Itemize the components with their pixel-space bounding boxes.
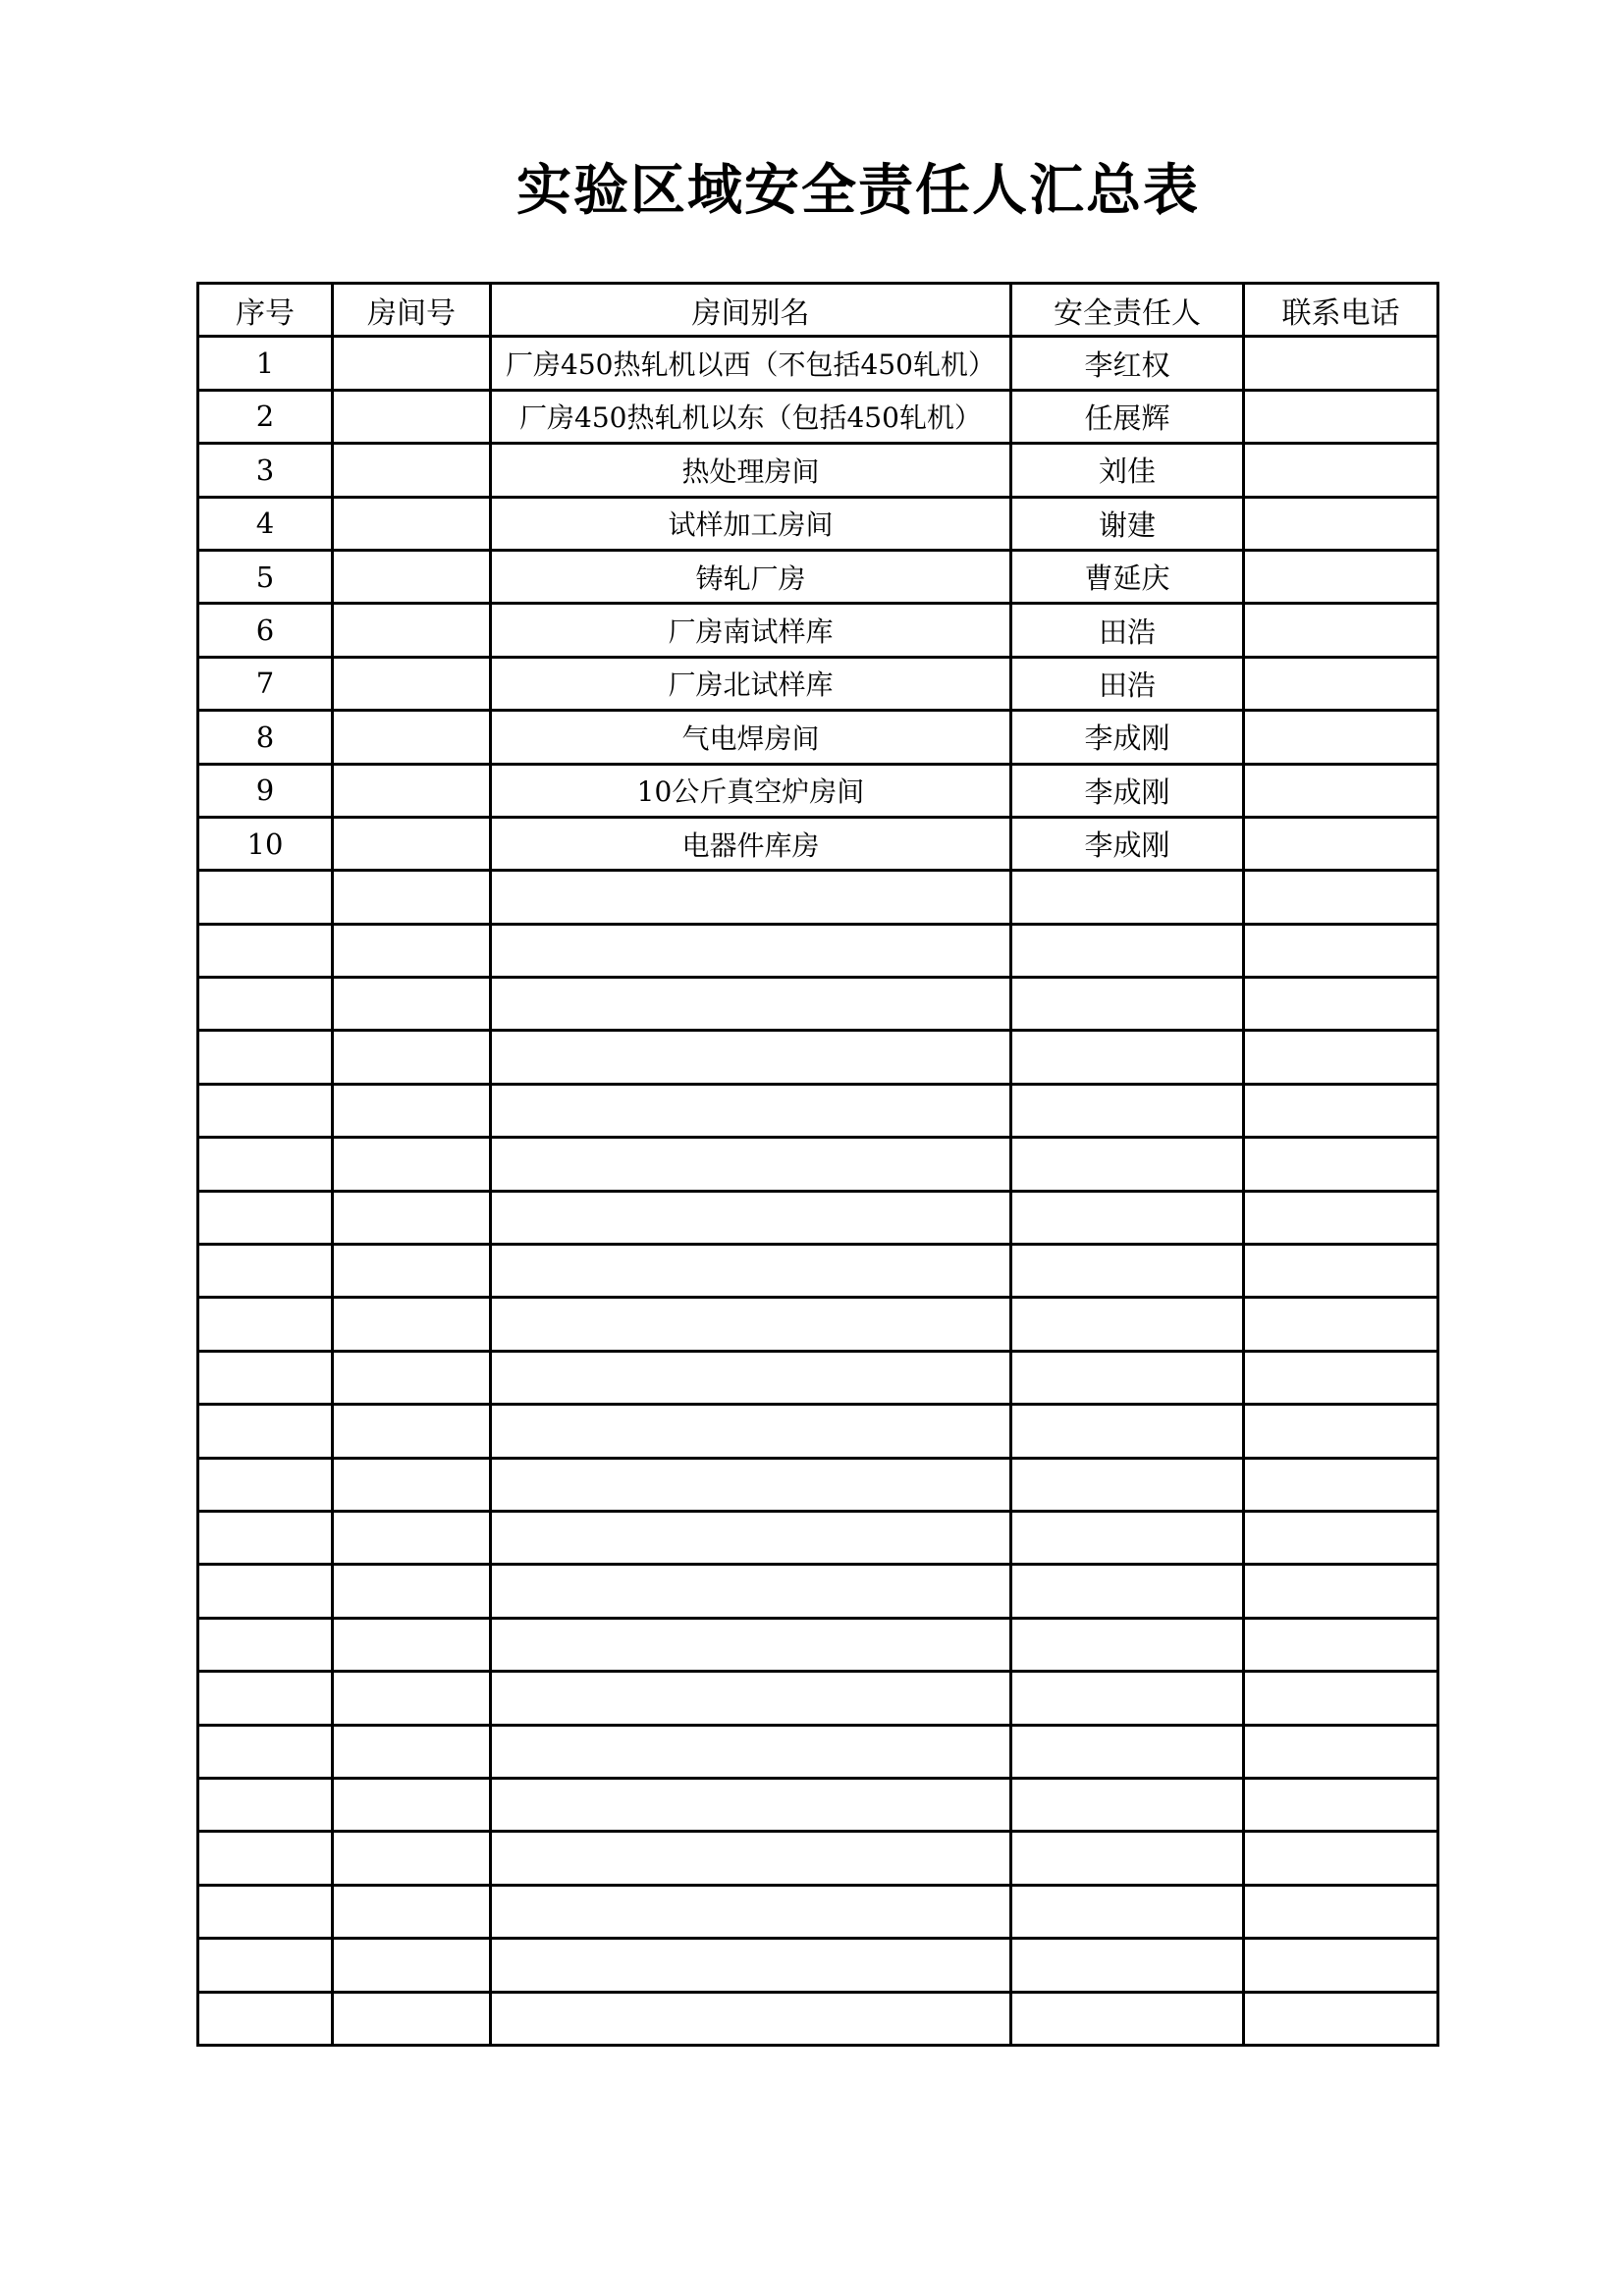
cell-index: 5 — [198, 550, 333, 603]
cell-room-number — [333, 497, 491, 550]
page-title: 实验区域安全责任人汇总表 — [516, 159, 1200, 223]
cell-safety-person — [1011, 1031, 1244, 1084]
cell-room-number — [333, 1245, 491, 1298]
cell-phone — [1244, 871, 1438, 924]
cell-index — [198, 1031, 333, 1084]
cell-room-alias — [491, 1191, 1011, 1244]
header-safety-person: 安全责任人 — [1011, 284, 1244, 337]
table-header-row — [198, 284, 1438, 337]
cell-phone — [1244, 1031, 1438, 1084]
cell-room-alias: 厂房南试样库 — [491, 604, 1011, 657]
cell-room-number — [333, 1031, 491, 1084]
cell-room-alias — [491, 871, 1011, 924]
cell-phone — [1244, 1832, 1438, 1885]
cell-room-number — [333, 1992, 491, 2045]
empty-table-row — [198, 1725, 1438, 1778]
cell-index — [198, 1939, 333, 1992]
empty-table-row — [198, 924, 1438, 977]
table-row — [198, 390, 1438, 443]
empty-table-row — [198, 1298, 1438, 1351]
cell-index — [198, 1245, 333, 1298]
cell-safety-person: 李红权 — [1011, 337, 1244, 390]
cell-phone — [1244, 1618, 1438, 1671]
cell-index — [198, 871, 333, 924]
cell-phone — [1244, 1138, 1438, 1191]
cell-phone — [1244, 1298, 1438, 1351]
cell-index: 3 — [198, 444, 333, 497]
cell-room-alias: 厂房北试样库 — [491, 657, 1011, 710]
cell-index — [198, 978, 333, 1031]
cell-room-number — [333, 1565, 491, 1618]
cell-index — [198, 924, 333, 977]
cell-room-number — [333, 337, 491, 390]
cell-index: 4 — [198, 497, 333, 550]
cell-safety-person — [1011, 1672, 1244, 1725]
table-row — [198, 444, 1438, 497]
cell-index — [198, 1832, 333, 1885]
cell-phone — [1244, 924, 1438, 977]
cell-phone — [1244, 817, 1438, 870]
table-row — [198, 604, 1438, 657]
cell-index — [198, 1565, 333, 1618]
cell-room-number — [333, 764, 491, 817]
table-row — [198, 711, 1438, 764]
empty-table-row — [198, 978, 1438, 1031]
cell-room-alias — [491, 1565, 1011, 1618]
cell-room-alias: 气电焊房间 — [491, 711, 1011, 764]
table-row — [198, 497, 1438, 550]
table-row — [198, 657, 1438, 710]
cell-room-alias — [491, 1138, 1011, 1191]
empty-table-row — [198, 1832, 1438, 1885]
cell-phone — [1244, 1939, 1438, 1992]
cell-safety-person — [1011, 871, 1244, 924]
cell-room-number — [333, 978, 491, 1031]
empty-table-row — [198, 1351, 1438, 1404]
empty-table-row — [198, 1031, 1438, 1084]
cell-safety-person: 刘佳 — [1011, 444, 1244, 497]
cell-index: 2 — [198, 390, 333, 443]
cell-room-number — [333, 1885, 491, 1938]
cell-room-number — [333, 817, 491, 870]
cell-room-alias — [491, 1298, 1011, 1351]
cell-room-alias — [491, 1725, 1011, 1778]
cell-index — [198, 1885, 333, 1938]
table-row — [198, 817, 1438, 870]
empty-table-row — [198, 1245, 1438, 1298]
table-row — [198, 550, 1438, 603]
cell-phone — [1244, 1245, 1438, 1298]
cell-room-number — [333, 1832, 491, 1885]
cell-room-alias: 试样加工房间 — [491, 497, 1011, 550]
cell-phone — [1244, 711, 1438, 764]
cell-safety-person: 田浩 — [1011, 604, 1244, 657]
cell-phone — [1244, 1458, 1438, 1511]
cell-phone — [1244, 764, 1438, 817]
cell-phone — [1244, 1405, 1438, 1458]
cell-room-alias — [491, 1031, 1011, 1084]
cell-phone — [1244, 978, 1438, 1031]
cell-phone — [1244, 1084, 1438, 1137]
cell-room-alias — [491, 1511, 1011, 1564]
cell-safety-person — [1011, 1618, 1244, 1671]
cell-room-alias: 厂房450热轧机以东（包括450轧机） — [491, 390, 1011, 443]
cell-index: 9 — [198, 764, 333, 817]
cell-safety-person — [1011, 1939, 1244, 1992]
cell-safety-person: 曹延庆 — [1011, 550, 1244, 603]
cell-room-number — [333, 1138, 491, 1191]
table-body — [198, 337, 1438, 2046]
cell-room-number — [333, 1778, 491, 1831]
cell-index — [198, 1298, 333, 1351]
cell-phone — [1244, 1511, 1438, 1564]
cell-safety-person: 李成刚 — [1011, 764, 1244, 817]
safety-summary-table — [196, 282, 1439, 2047]
empty-table-row — [198, 1939, 1438, 1992]
cell-phone — [1244, 444, 1438, 497]
cell-room-alias — [491, 1939, 1011, 1992]
cell-room-number — [333, 1939, 491, 1992]
cell-room-number — [333, 1672, 491, 1725]
cell-room-number — [333, 444, 491, 497]
cell-room-alias — [491, 1458, 1011, 1511]
empty-table-row — [198, 1138, 1438, 1191]
cell-room-alias — [491, 1672, 1011, 1725]
cell-safety-person: 谢建 — [1011, 497, 1244, 550]
cell-index — [198, 1778, 333, 1831]
cell-safety-person — [1011, 1138, 1244, 1191]
empty-table-row — [198, 1458, 1438, 1511]
cell-safety-person — [1011, 1885, 1244, 1938]
cell-phone — [1244, 1672, 1438, 1725]
cell-index: 7 — [198, 657, 333, 710]
empty-table-row — [198, 1778, 1438, 1831]
cell-room-alias — [491, 1832, 1011, 1885]
cell-safety-person — [1011, 1351, 1244, 1404]
cell-room-number — [333, 390, 491, 443]
cell-phone — [1244, 1565, 1438, 1618]
empty-table-row — [198, 871, 1438, 924]
cell-phone — [1244, 550, 1438, 603]
header-phone: 联系电话 — [1244, 284, 1438, 337]
empty-table-row — [198, 1511, 1438, 1564]
cell-index — [198, 1351, 333, 1404]
empty-table-row — [198, 1885, 1438, 1938]
cell-safety-person — [1011, 1832, 1244, 1885]
cell-phone — [1244, 1351, 1438, 1404]
header-room-number: 房间号 — [333, 284, 491, 337]
cell-index — [198, 1138, 333, 1191]
cell-index — [198, 1672, 333, 1725]
cell-room-alias — [491, 1885, 1011, 1938]
cell-room-alias — [491, 1351, 1011, 1404]
cell-phone — [1244, 497, 1438, 550]
cell-safety-person — [1011, 1458, 1244, 1511]
cell-phone — [1244, 657, 1438, 710]
cell-room-alias — [491, 1405, 1011, 1458]
cell-index: 10 — [198, 817, 333, 870]
cell-safety-person — [1011, 1405, 1244, 1458]
cell-safety-person — [1011, 1084, 1244, 1137]
cell-room-alias — [491, 1084, 1011, 1137]
cell-safety-person — [1011, 1565, 1244, 1618]
empty-table-row — [198, 1084, 1438, 1137]
cell-safety-person: 李成刚 — [1011, 817, 1244, 870]
cell-room-number — [333, 711, 491, 764]
cell-phone — [1244, 1725, 1438, 1778]
cell-room-alias — [491, 924, 1011, 977]
cell-index — [198, 1084, 333, 1137]
cell-room-number — [333, 1725, 491, 1778]
cell-index — [198, 1725, 333, 1778]
cell-room-number — [333, 871, 491, 924]
cell-safety-person: 李成刚 — [1011, 711, 1244, 764]
cell-room-number — [333, 1298, 491, 1351]
cell-room-number — [333, 1084, 491, 1137]
cell-safety-person — [1011, 1778, 1244, 1831]
cell-room-number — [333, 657, 491, 710]
cell-phone — [1244, 1778, 1438, 1831]
cell-phone — [1244, 604, 1438, 657]
cell-index — [198, 1191, 333, 1244]
table-row — [198, 337, 1438, 390]
cell-safety-person — [1011, 1245, 1244, 1298]
cell-room-alias: 10公斤真空炉房间 — [491, 764, 1011, 817]
cell-index: 6 — [198, 604, 333, 657]
cell-room-alias — [491, 1992, 1011, 2045]
cell-index — [198, 1405, 333, 1458]
cell-safety-person — [1011, 1725, 1244, 1778]
cell-phone — [1244, 1191, 1438, 1244]
cell-room-alias: 热处理房间 — [491, 444, 1011, 497]
cell-safety-person — [1011, 1191, 1244, 1244]
cell-index — [198, 1458, 333, 1511]
cell-index: 8 — [198, 711, 333, 764]
empty-table-row — [198, 1191, 1438, 1244]
cell-room-number — [333, 924, 491, 977]
cell-room-number — [333, 1351, 491, 1404]
cell-safety-person — [1011, 978, 1244, 1031]
cell-room-number — [333, 1405, 491, 1458]
cell-phone — [1244, 1885, 1438, 1938]
cell-safety-person — [1011, 1298, 1244, 1351]
cell-room-alias: 电器件库房 — [491, 817, 1011, 870]
cell-safety-person — [1011, 1992, 1244, 2045]
cell-safety-person: 田浩 — [1011, 657, 1244, 710]
cell-index — [198, 1992, 333, 2045]
cell-room-alias: 厂房450热轧机以西（不包括450轧机） — [491, 337, 1011, 390]
cell-room-alias — [491, 1778, 1011, 1831]
empty-table-row — [198, 1992, 1438, 2045]
empty-table-row — [198, 1618, 1438, 1671]
cell-room-number — [333, 1618, 491, 1671]
cell-phone — [1244, 390, 1438, 443]
cell-safety-person — [1011, 924, 1244, 977]
cell-safety-person — [1011, 1511, 1244, 1564]
header-index: 序号 — [198, 284, 333, 337]
empty-table-row — [198, 1565, 1438, 1618]
cell-room-alias — [491, 1618, 1011, 1671]
cell-room-number — [333, 1458, 491, 1511]
cell-room-alias — [491, 1245, 1011, 1298]
cell-phone — [1244, 337, 1438, 390]
header-room-alias: 房间别名 — [491, 284, 1011, 337]
cell-room-number — [333, 1511, 491, 1564]
empty-table-row — [198, 1672, 1438, 1725]
cell-index — [198, 1511, 333, 1564]
cell-phone — [1244, 1992, 1438, 2045]
cell-index — [198, 1618, 333, 1671]
cell-room-alias: 铸轧厂房 — [491, 550, 1011, 603]
cell-room-alias — [491, 978, 1011, 1031]
cell-room-number — [333, 1191, 491, 1244]
cell-room-number — [333, 604, 491, 657]
empty-table-row — [198, 1405, 1438, 1458]
cell-safety-person: 任展辉 — [1011, 390, 1244, 443]
cell-index: 1 — [198, 337, 333, 390]
table-row — [198, 764, 1438, 817]
cell-room-number — [333, 550, 491, 603]
